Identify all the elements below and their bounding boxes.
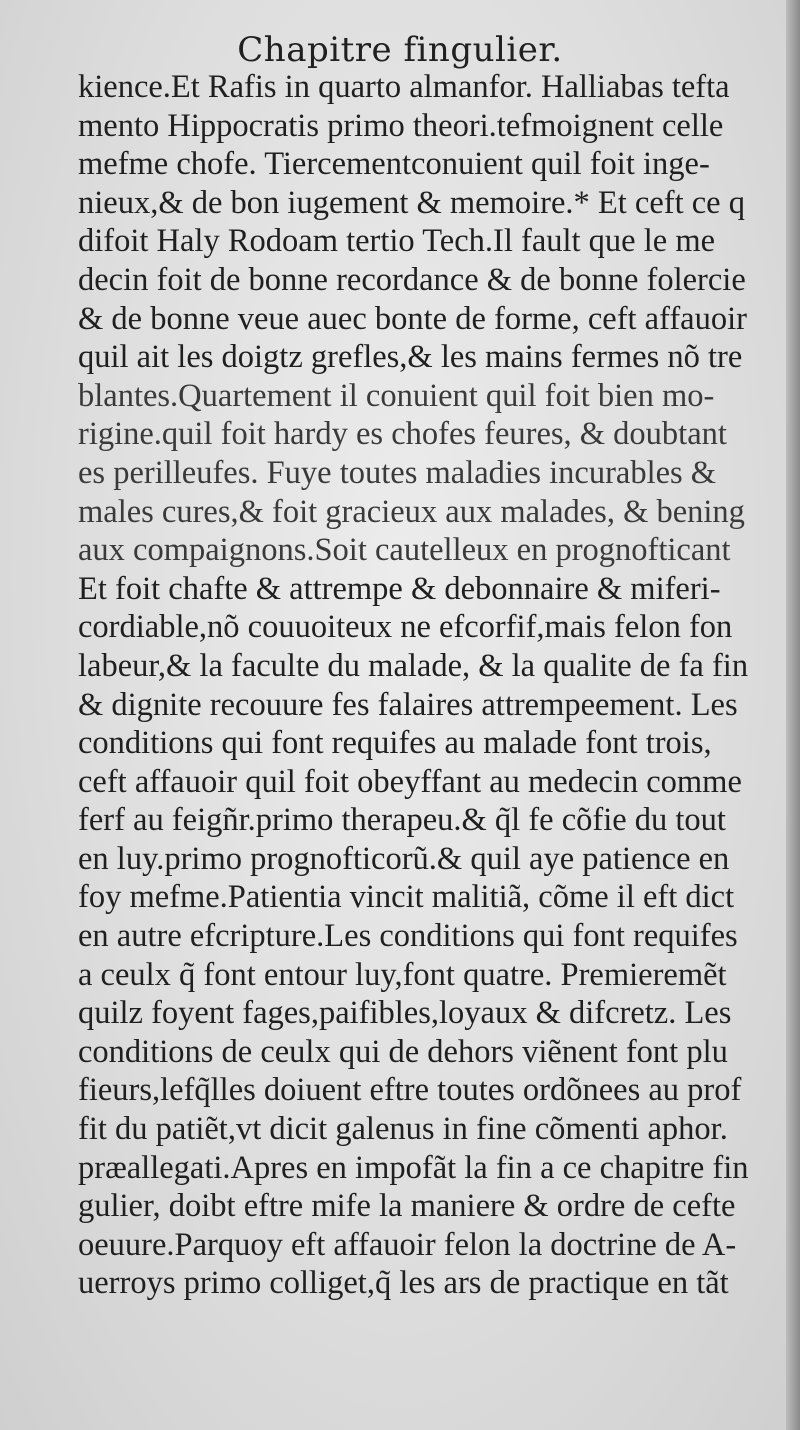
text-line: & dignite recouure fes falaires attrempeement. Les	[78, 686, 738, 723]
text-line: præallegati.Apres en impofãt la fin a ce chapitre fin	[78, 1149, 749, 1186]
text-line: es perilleufes. Fuye toutes maladies incurables &	[78, 454, 717, 491]
text-line: & de bonne veue auec bonte de forme, ceft affauoir	[78, 300, 747, 337]
text-line: conditions de ceulx qui de dehors viẽnent font plu	[78, 1033, 728, 1070]
text-line: gulier, doibt eftre mife la maniere & ordre de cefte	[78, 1188, 736, 1225]
text-line: fit du patiẽt,vt dicit galenus in fine cõmenti aphor.	[78, 1111, 728, 1148]
page-gutter-shadow	[786, 0, 800, 1430]
text-line: aux compaignons.Soit cautelleux en prognofticant	[78, 532, 731, 569]
text-line: nieux,& de bon iugement & memoire.* Et ceft ce q	[78, 184, 745, 221]
text-line: kience.Et Rafis in quarto almanfor. Halliabas tefta	[78, 69, 730, 105]
text-line: fieurs,lefq̃lles doiuent eftre toutes ordõnees au prof	[78, 1072, 742, 1109]
text-line: rigine.quil foit hardy es chofes feures, & doubtant	[78, 416, 727, 453]
text-line: cordiable,nõ couuoiteux ne efcorfif,mais felon fon	[78, 609, 733, 646]
text-line: decin foit de bonne recordance & de bonne folercie	[78, 261, 746, 298]
text-line: a ceulx q̃ font entour luy,font quatre. Premieremẽt	[78, 956, 727, 993]
text-line: en luy.primo prognofticorũ.& quil aye patience en	[78, 840, 730, 877]
running-head: Chapitre fingulier.	[237, 30, 563, 70]
text-line: quilz foyent fages,paifibles,loyaux & difcretz. Les	[78, 995, 732, 1032]
text-line: foy mefme.Patientia vincit malitiã, cõme il eft dict	[78, 879, 735, 916]
text-line: males cures,& foit gracieux aux malades, & bening	[78, 493, 745, 530]
text-line: ferf au feigñr.primo therapeu.& q̃l fe cõfie du tout	[78, 802, 726, 839]
text-line: difoit Haly Rodoam tertio Tech.Il fault que le me	[78, 223, 716, 260]
text-line: en autre efcripture.Les conditions qui font requifes	[78, 918, 738, 955]
text-line: blantes.Quartement il conuient quil foit bien mo-	[78, 377, 715, 414]
body-text	[78, 68, 778, 1303]
text-line: uerroys primo colliget,q̃ les ars de practique en tãt	[78, 1265, 729, 1302]
text-line: Et foit chafte & attrempe & debonnaire & miferi-	[78, 570, 721, 607]
text-line: quil ait les doigtz grefles,& les mains fermes nõ tre	[78, 339, 743, 376]
text-line: labeur,& la faculte du malade, & la qualite de fa fin	[78, 647, 749, 684]
text-line: mefme chofe. Tiercementconuient quil foit inge-	[78, 146, 710, 183]
text-line: mento Hippocratis primo theori.tefmoignent celle	[78, 107, 724, 144]
text-line: ceft affauoir quil foit obeyffant au medecin comme	[78, 763, 742, 800]
text-line: oeuure.Parquoy eft affauoir felon la doctrine de A-	[78, 1226, 737, 1263]
text-line: conditions qui font requifes au malade font trois,	[78, 725, 712, 762]
